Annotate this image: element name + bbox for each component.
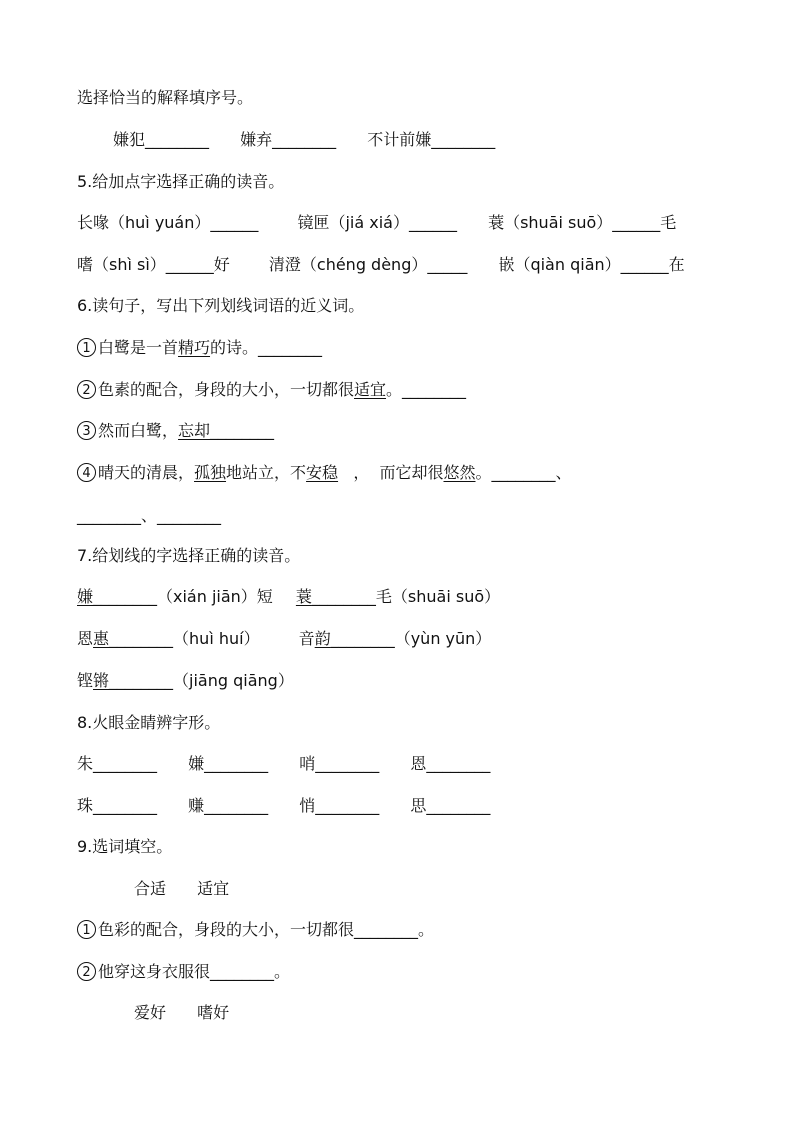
underlined-char: 嫌: [77, 587, 94, 606]
q4-item-3: 不计前嫌________: [367, 130, 496, 149]
q9-sentence-2: [77, 960, 754, 984]
q7-title: 7.给划线的字选择正确的读音。: [77, 546, 301, 565]
sentence-text: 白鹭是一首: [98, 338, 179, 357]
q7-item: 恩: [77, 629, 94, 648]
q8-item: 思________: [410, 796, 491, 815]
sentence-text: 晴天的清晨，: [98, 463, 195, 482]
q5-row-1: [77, 211, 754, 235]
underlined-char: 蓑: [295, 587, 312, 606]
q7-item: 铿: [77, 671, 94, 690]
q8-item: 珠________: [77, 796, 158, 815]
q4-item-2: 嫌弃________: [240, 130, 337, 149]
circled-number: 1: [77, 920, 96, 939]
q7-row-3: [77, 669, 754, 693]
q6-sentence-1: [77, 336, 754, 360]
q7-item: ________（huì huí）: [109, 629, 260, 648]
q4-instruction: 选择恰当的解释填序号。: [77, 88, 254, 107]
q8-item: 哨________: [299, 754, 380, 773]
q5-item: 镜匣（jiá xiá）______: [297, 213, 457, 232]
sentence-text: 他穿这身衣服很________。: [98, 962, 291, 981]
sentence-text: 然而白鹭，: [98, 421, 179, 440]
q5-item: 嗜（shì sì）______好: [77, 255, 230, 274]
q9-sentence-1: [77, 918, 754, 942]
q6-sentence-4-continued: ________、________: [77, 506, 222, 525]
sentence-text: 的诗。________: [210, 338, 323, 357]
underlined-word: 适宜: [354, 380, 387, 399]
q8-item: 嫌________: [188, 754, 269, 773]
q6-sentence-3: [77, 419, 754, 443]
sentence-text: 色素的配合，身段的大小，一切都很: [98, 380, 355, 399]
sentence-text: ________: [210, 421, 275, 440]
q7-item: ________（jiāng qiāng）: [109, 671, 294, 690]
underlined-word: 孤独: [194, 463, 227, 482]
underlined-word: 悠然: [443, 463, 476, 482]
underlined-char: 锵: [93, 671, 110, 690]
sentence-text: 。________: [386, 380, 467, 399]
q8-row-2: [77, 794, 754, 818]
underlined-char: 韵: [314, 629, 331, 648]
q7-row-1: [77, 585, 754, 609]
underlined-char: 惠: [93, 629, 110, 648]
circled-number: 3: [77, 421, 96, 440]
circled-number: 1: [77, 338, 96, 357]
q5-item: 清澄（chéng dèng）_____: [268, 255, 468, 274]
q8-title: 8.火眼金睛辨字形。: [77, 713, 221, 732]
q9-word-choices-1: [134, 877, 754, 901]
q5-title: 5.给加点字选择正确的读音。: [77, 172, 285, 191]
q5-item: 蓑（shuāi suō）______毛: [488, 213, 677, 232]
q9-title: 9.选词填空。: [77, 837, 173, 856]
q8-item: 朱________: [77, 754, 158, 773]
q9-word-choices-2: [134, 1001, 754, 1025]
q8-item: 恩________: [410, 754, 491, 773]
circled-number: 2: [77, 962, 96, 981]
sentence-text: 色彩的配合，身段的大小，一切都很________。: [98, 920, 435, 939]
underlined-word: 精巧: [178, 338, 211, 357]
q7-item: 音: [298, 629, 315, 648]
q5-item: 嵌（qiàn qiān）______在: [498, 255, 685, 274]
q6-sentence-2: [77, 378, 754, 402]
q4-item-1: 嫌犯________: [113, 130, 210, 149]
sentence-text: 。________、: [475, 463, 572, 482]
q6-title: 6.读句子，写出下列划线词语的近义词。: [77, 296, 365, 315]
q4-items: [113, 128, 754, 152]
sentence-text: ， 而它却很: [338, 463, 444, 482]
underlined-word: 忘却: [178, 421, 211, 440]
circled-number: 2: [77, 380, 96, 399]
q8-item: 悄________: [299, 796, 380, 815]
word-choice: 适宜: [197, 879, 230, 898]
q7-row-2: [77, 627, 754, 651]
q7-item: ________（xián jiān）短: [93, 587, 273, 606]
q7-item: ________毛（shuāi suō）: [311, 587, 501, 606]
q5-row-2: [77, 253, 754, 277]
word-choice: 爱好: [134, 1003, 167, 1022]
circled-number: 4: [77, 463, 96, 482]
underlined-word: 安稳: [306, 463, 339, 482]
q8-item: 赚________: [188, 796, 269, 815]
word-choice: 嗜好: [197, 1003, 230, 1022]
word-choice: 合适: [134, 879, 167, 898]
q5-item: 长喙（huì yuán）______: [77, 213, 259, 232]
q6-sentence-4: [77, 461, 754, 485]
sentence-text: 地站立，不: [226, 463, 307, 482]
q8-row-1: [77, 752, 754, 776]
q7-item: ________（yùn yūn）: [330, 629, 492, 648]
